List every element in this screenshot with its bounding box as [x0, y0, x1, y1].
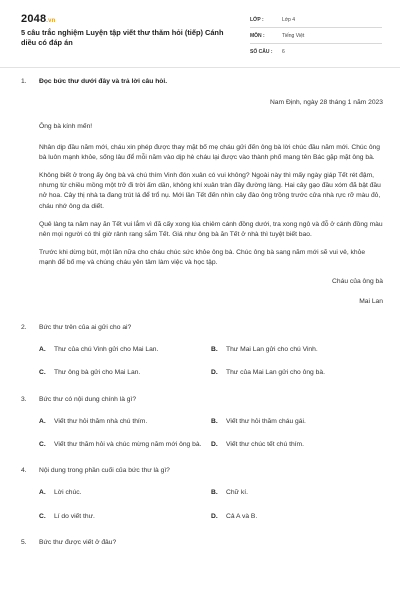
- option-letter: C.: [39, 441, 46, 449]
- option-d[interactable]: [211, 368, 383, 378]
- option-text: Viết thư hỏi thăm nhà chú thím.: [54, 417, 148, 425]
- site-logo[interactable]: [21, 13, 56, 25]
- option-text: Viết thư hỏi thăm cháu gái.: [226, 417, 306, 425]
- option-letter: D.: [211, 512, 218, 520]
- question-number: 1.: [21, 78, 27, 85]
- question-text: Bức thư được viết ở đâu?: [39, 538, 117, 546]
- info-label: LỚP :: [250, 16, 264, 23]
- question-number: 2.: [21, 324, 27, 332]
- option-text: Thư của chú Vinh gửi cho Mai Lan.: [54, 346, 159, 354]
- option-text: Lí do viết thư.: [54, 512, 95, 520]
- options: [21, 345, 383, 378]
- question-4: [21, 466, 383, 522]
- option-a[interactable]: [39, 417, 211, 427]
- option-letter: B.: [211, 417, 218, 425]
- option-text: Viết thư thăm hỏi và chúc mừng năm mới ông bà.: [54, 441, 202, 449]
- question-header: [21, 323, 383, 333]
- info-value: Lớp 4: [282, 16, 296, 23]
- question-1: [21, 77, 383, 87]
- question-number: 3.: [21, 395, 27, 403]
- letter-paragraph: Nhân dịp đầu năm mới, cháu xin phép được thay mặt bố mẹ cháu gửi đến ông bà lời chúc đầu năm mới. Chúc ông bà luôn mạnh khỏe, sống lâu để mỗi năm vào dịp hè cháu lại được vào thành phố mang tên Bác gặp mặt ông bà.: [39, 143, 380, 161]
- question-number: 4.: [21, 467, 27, 475]
- option-text: Thư Mai Lan gửi cho chú Vinh.: [226, 346, 318, 354]
- question-header: [21, 538, 383, 548]
- info-row-class: [250, 12, 382, 28]
- letter-greeting: Ông bà kính mến!: [39, 123, 93, 131]
- option-letter: C.: [39, 512, 46, 520]
- question-number: 5.: [21, 538, 27, 546]
- option-a[interactable]: [39, 345, 211, 355]
- option-letter: A.: [39, 417, 46, 425]
- question-text: Bức thư có nội dung chính là gì?: [39, 395, 137, 403]
- option-letter: D.: [211, 369, 218, 377]
- option-d[interactable]: [211, 440, 383, 450]
- letter-paragraph: Quê làng ta năm nay ăn Tết vui lắm vì đã cấy xong lúa chiêm cánh đồng dưới, tra xong ngô và đỗ ở cánh đồng màu nên mọi người có thì giờ rảnh rang sắm Tết. Giá như ông bà ăn Tết ở nhà thì tuyệt biết bao.: [39, 220, 383, 239]
- option-text: Lời chúc.: [54, 489, 82, 497]
- info-label: SỐ CÂU :: [250, 48, 273, 55]
- options: [21, 488, 383, 521]
- option-letter: A.: [39, 346, 46, 354]
- option-d[interactable]: [211, 512, 383, 522]
- letter-paragraph: Không biết ở trong ấy ông bà và chú thím Vinh đón xuân có vui không? Ngoài này thì mấy ngày giáp Tết rét đậm, nhưng từ chiều mồng một trở đi trời ấm dần, không khí xuân tràn đầy đường làng. Hai cây gạo đầu xóm đã bật đầu nở hoa. Cây thị nhà ta đang trút lá để trổ nụ. Mới lần Tết đến nhìn cây đào ông trồng trước cửa nhà rực rỡ màu đỏ, cháu nhớ ông da diết.: [39, 172, 381, 210]
- question-text: Đọc bức thư dưới đây và trả lời câu hỏi.: [39, 78, 168, 85]
- info-row-count: [250, 44, 382, 59]
- letter-closing: Cháu của ông bà: [332, 277, 383, 285]
- question-header: [21, 466, 383, 476]
- option-text: Chữ kí.: [226, 489, 248, 497]
- option-c[interactable]: [39, 368, 211, 378]
- option-letter: D.: [211, 441, 218, 449]
- option-a[interactable]: [39, 488, 211, 498]
- logo-text: 2048: [21, 13, 47, 25]
- option-text: Thư ông bà gửi cho Mai Lan.: [54, 369, 141, 377]
- option-b[interactable]: [211, 417, 383, 427]
- option-letter: B.: [211, 489, 218, 497]
- question-2: [21, 323, 383, 379]
- content: [21, 77, 383, 548]
- info-value: 6: [282, 48, 285, 55]
- option-c[interactable]: [39, 512, 211, 522]
- option-text: Thư của Mai Lan gửi cho ông bà.: [226, 369, 325, 377]
- option-c[interactable]: [39, 440, 211, 450]
- question-3: [21, 395, 383, 451]
- question-text: Nội dung trong phần cuối của bức thư là gì?: [39, 467, 170, 475]
- header-divider: [0, 67, 400, 68]
- option-text: Viết thư chúc tết chú thím.: [226, 441, 304, 449]
- option-letter: A.: [39, 489, 46, 497]
- letter-date: Nam Định, ngày 28 tháng 1 năm 2023: [269, 99, 383, 107]
- options: [21, 417, 383, 450]
- info-value: Tiếng Việt: [282, 32, 305, 39]
- option-text: Cả A và B.: [226, 512, 258, 520]
- logo-suffix: .vn: [46, 18, 56, 24]
- option-b[interactable]: [211, 488, 383, 498]
- option-letter: C.: [39, 369, 46, 377]
- letter-body: [21, 143, 383, 307]
- option-letter: B.: [211, 346, 218, 354]
- info-label: MÔN :: [250, 32, 265, 39]
- document-title: 5 câu trắc nghiệm Luyện tập viết thư thăm hỏi (tiếp) Cánh diều có đáp án: [21, 28, 224, 47]
- letter-paragraph: Trước khi dừng bút, một lần nữa cho cháu chúc sức khỏe ông bà. Chúc ông bà sang năm mới sẽ vui vẻ, khỏe mạnh để bố mẹ và chúng cháu yên tâm làm việc và học tập.: [39, 249, 366, 267]
- question-header: [21, 395, 383, 405]
- letter-signature: Mai Lan: [359, 297, 383, 305]
- option-b[interactable]: [211, 345, 383, 355]
- header: [0, 0, 400, 66]
- info-table: [250, 12, 382, 59]
- question-5: [21, 538, 383, 548]
- question-text: Bức thư trên của ai gửi cho ai?: [39, 324, 132, 332]
- info-row-subject: [250, 28, 382, 44]
